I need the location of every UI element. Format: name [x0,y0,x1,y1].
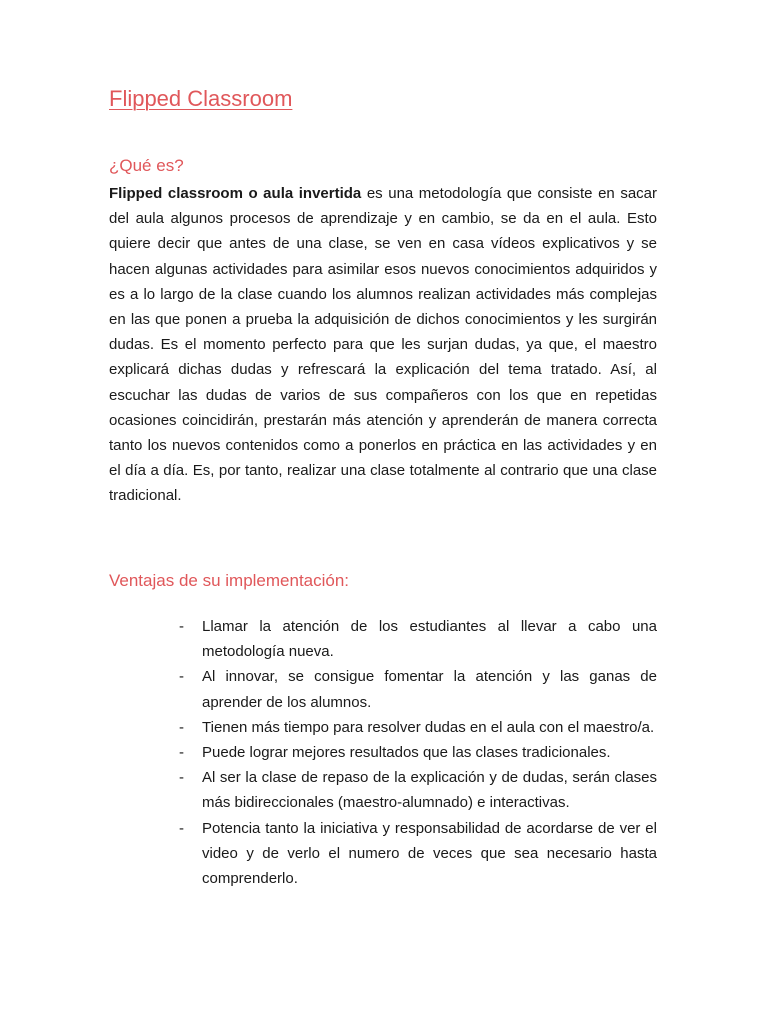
intro-lead-bold: Flipped classroom o aula invertida [109,185,362,202]
list-item-text: Al ser la clase de repaso de la explicación y de dudas, serán clases más bidireccionales (maestro-alumnado) e interactivas. [202,769,657,812]
list-item [179,816,657,892]
list-item [179,765,657,815]
advantages-list [179,614,657,891]
list-item-text: Al innovar, se consigue fomentar la atención y las ganas de aprender de los alumnos. [202,668,657,711]
list-item-text: Tienen más tiempo para resolver dudas en el aula con el maestro/a. [202,718,655,736]
list-bullet: - [179,819,184,837]
list-item-text: Llamar la atención de los estudiantes al llevar a cabo una metodología nueva. [202,618,657,661]
section-heading-que-es: ¿Qué es? [109,156,184,175]
list-item [179,664,657,714]
list-item [179,614,657,664]
document-title: Flipped Classroom [109,86,293,111]
list-item [179,740,657,765]
intro-paragraph [109,181,657,509]
list-item-text: Puede lograr mejores resultados que las clases tradicionales. [202,744,611,762]
list-bullet: - [179,769,184,787]
list-bullet: - [179,718,184,736]
list-bullet: - [179,618,184,635]
list-item-text: Potencia tanto la iniciativa y responsabilidad de acordarse de ver el video y de verlo el numero de veces que sea necesario hasta comprenderlo. [202,819,657,888]
list-item [179,715,657,740]
section-heading-ventajas: Ventajas de su implementación: [109,571,350,590]
intro-body-text: es una metodología que consiste en sacar del aula algunos procesos de aprendizaje y en cambio, se da en el aula. Esto quiere decir que antes de una clase, se ven en casa vídeos explicativos y se hacen algunas actividades para asimilar esos nuevos conocimientos adquiridos y es a lo largo de la clase cuando los alumnos realizan actividades más complejas en las que ponen a prueba la adquisición de dichos conocimientos y les surgirán dudas. Es el momento perfecto para que les surjan dudas, ya que, el maestro explicará dichas dudas y refrescará la explicación del tema tratado. Así, al escuchar las dudas de varios de sus compañeros con los que en repetidas ocasiones coincidirán, prestarán más atención y aprenderán de manera correcta tanto los nuevos contenidos como a ponerlos en práctica en las actividades y en el día a día. Es, por tanto, realizar una clase totalmente al contrario que una clase tradicional. [109,185,657,505]
list-bullet: - [179,744,184,762]
list-bullet: - [179,668,184,686]
